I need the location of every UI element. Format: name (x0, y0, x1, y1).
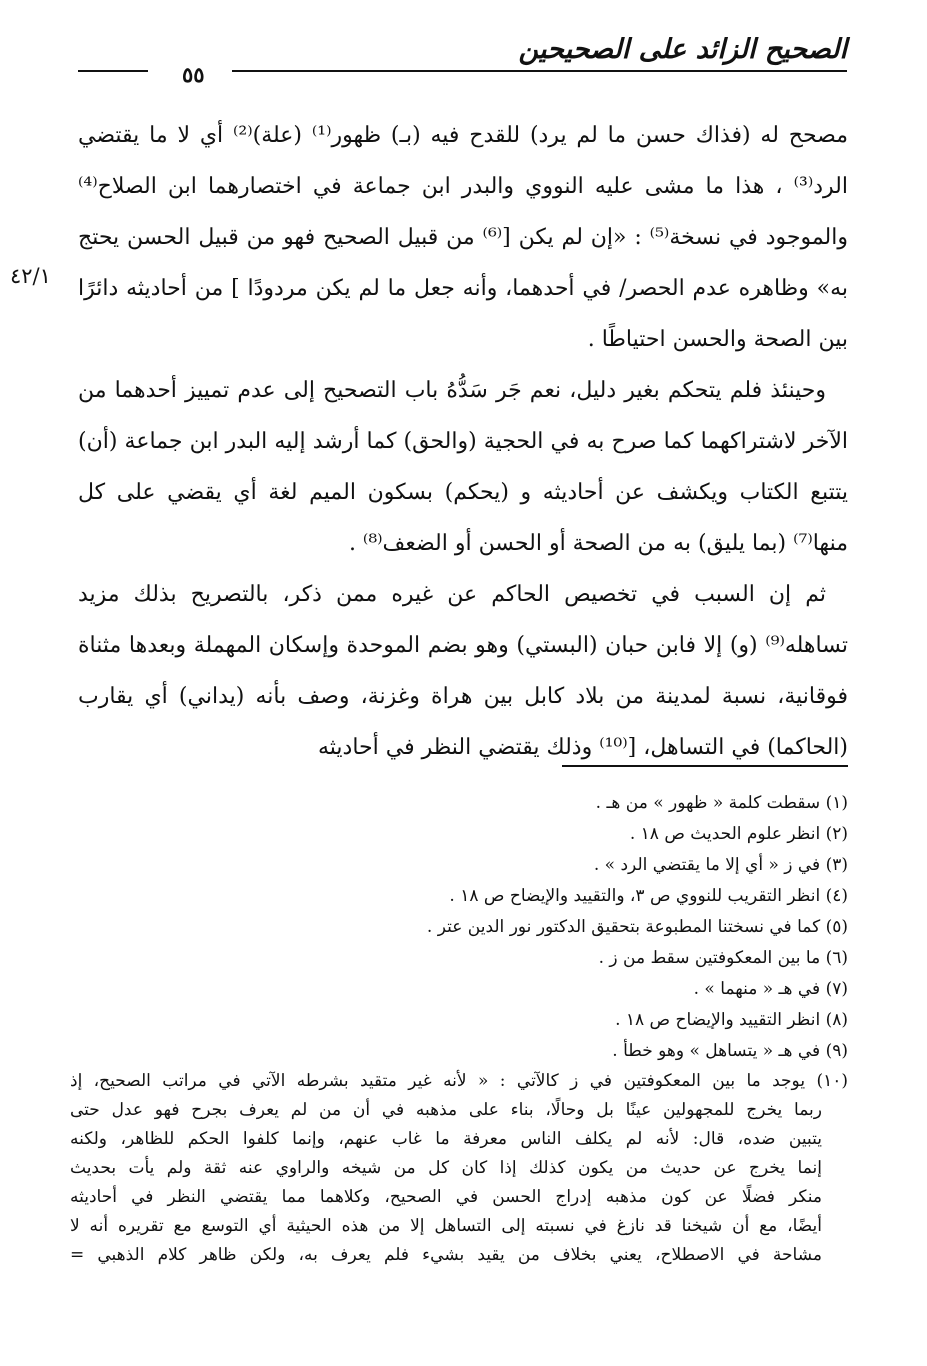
footnote-10-line: منكر فضلًا عن كون مذهبه إدراج الحسن في الصحيح، وكلاهما مما يقتضي النظر في أحاديثه (70, 1187, 822, 1207)
header-rule-right (232, 70, 847, 72)
page-number: ٥٥ (182, 62, 205, 87)
footnote-10-line: مشاحة في الاصطلاح، يعني بخلاف من يقيد بشيء فلم يعرف به، ولكن ظاهر كلام الذهبي = (70, 1245, 822, 1265)
footnote-5: (٥) كما في نسختنا المطبوعة بتحقيق الدكتور نور الدين عتر . (426, 917, 848, 937)
footnote-10-line: (١٠) يوجد ما بين المعكوفتين في ز كالآتي : « لأنه غير متقيد بشرطه الآتي في مراتب الصحيح، إذ (70, 1071, 848, 1091)
footnote-9: (٩) في هـ « يتساهل » وهو خطأ . (612, 1041, 848, 1061)
footnote-10-line: أيضًا، مع أن شيخنا قد نازغ في نسبته إلى التساهل إلا من هذه الحيثية أي التوسع مع تقريره أنه لا (70, 1216, 822, 1236)
footnote-10-line: ربما يخرج للمجهولين عينًا بل وحالًا، بناء على مذهبه في أن من لم يعرف بجرح فهو عدل حتى (70, 1100, 822, 1120)
footnote-10 (70, 1067, 848, 1270)
margin-reference: ٤٢/١ (10, 264, 51, 288)
footnote-3: (٣) في ز « أي إلا ما يقتضي الرد » . (593, 855, 848, 875)
footnotes (70, 788, 848, 1270)
footnote-4: (٤) انظر التقريب للنووي ص ٣، والتقييد والإيضاح ص ١٨ . (449, 886, 848, 906)
paragraph-1: مصحح له (فذاك حسن ما لم يرد) للقدح فيه (بـ) ظهور⁽¹⁾ (علة)⁽²⁾ أي لا ما يقتضي الرد⁽³⁾ ، هذا ما مشى عليه النووي والبدر ابن جماعة في اختصارهما ابن الصلاح⁽⁴⁾ والموجود في نسخة⁽⁵⁾ : «إن لم يكن [⁽⁶⁾ من قبيل الصحيح فهو من قبيل الحسن يحتج به» وظاهره عدم الحصر/ في أحدهما، وأنه جعل ما لم يكن مردودًا ] من أحاديثه دائرًا بين الصحة والحسن احتياطًا . (78, 123, 849, 352)
footnote-10-line: إنما يخرج عن حديث من يكون كذلك إذا كان كل من شيخه والراوي عنه ثقة ولم يأت بحديث (70, 1158, 822, 1178)
running-title: الصحيح الزائد على الصحيحين (518, 34, 847, 65)
footnote-separator (562, 765, 848, 767)
footnote-10-line: يتبين ضده، قال: لأنه لم يكلف الناس معرفة ما غاب عنهم، وإنما كلفوا الحكم للظاهر، ولكنه (70, 1129, 822, 1149)
footnote-8: (٨) انظر التقييد والإيضاح ص ١٨ . (615, 1010, 848, 1030)
header-rule-left (78, 70, 148, 72)
footnote-1: (١) سقطت كلمة « ظهور » من هـ . (595, 793, 848, 813)
main-text (78, 110, 848, 773)
footnote-7: (٧) في هـ « منهما » . (693, 979, 848, 999)
paragraph-3: ثم إن السبب في تخصيص الحاكم عن غيره ممن ذكر، بالتصريح بذلك مزيد تساهله⁽⁹⁾ (و) إلا فابن حبان (البستي) وهو بضم الموحدة وإسكان المهملة وبعدها مثناة فوقانية، نسبة لمدينة من بلاد كابل بين هراة وغزنة، وصف بأنه (يداني) أي يقارب (الحاكما) في التساهل، [⁽¹⁰⁾ وذلك يقتضي النظر في أحاديثه (78, 582, 848, 760)
footnote-2: (٢) انظر علوم الحديث ص ١٨ . (629, 824, 848, 844)
footnote-6: (٦) ما بين المعكوفتين سقط من ز . (598, 948, 848, 968)
paragraph-2: وحينئذ فلم يتحكم بغير دليل، نعم جَر سَدُّهُ باب التصحيح إلى عدم تمييز أحدهما من الآخر لاشتراكهما كما صرح به في الحجية (والحق) كما أرشد إليه البدر ابن جماعة (أن) يتتبع الكتاب ويكشف عن أحاديثه و (يحكم) بسكون الميم لغة أي يقضي على كل منها⁽⁷⁾ (بما يليق) به من الصحة أو الحسن أو الضعف⁽⁸⁾ . (78, 378, 848, 556)
